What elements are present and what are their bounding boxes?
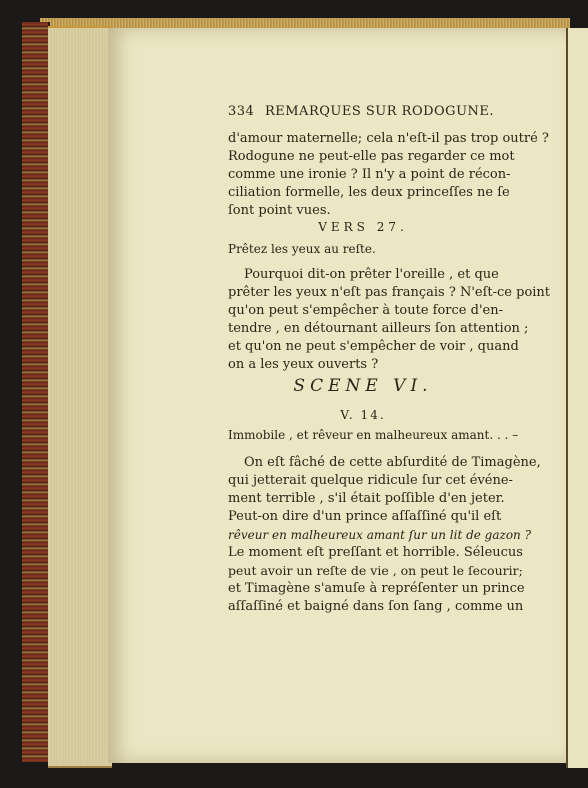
text-line: et Timagène s'amuſe à repréſenter un prince bbox=[228, 581, 525, 596]
text-line: Rodogune ne peut-elle pas regarder ce mot bbox=[228, 149, 515, 164]
facing-page-edge bbox=[566, 28, 588, 768]
text-line: On eſt fâché de cette abſurdité de Timagène, bbox=[244, 455, 541, 470]
text-line: peut avoir un reſte de vie , on peut le ſecourir; bbox=[228, 563, 523, 578]
quoted-verse: Prêtez les yeux au reſte. bbox=[228, 242, 376, 256]
running-header bbox=[228, 104, 495, 119]
running-title: REMARQUES SUR RODOGUNE. bbox=[264, 104, 495, 119]
quoted-verse-2: Immobile , et rêveur en malheureux amant. . . – bbox=[228, 428, 519, 442]
text-line: prêter les yeux n'eſt pas français ? N'eſt-ce point bbox=[228, 285, 551, 300]
scene-heading: SCENE VI. bbox=[293, 376, 433, 396]
paragraph-2 bbox=[228, 266, 551, 374]
text-line: rêveur en malheureux amant ſur un lit de gazon ? bbox=[228, 528, 532, 542]
text-line: Peut-on dire d'un prince aſſaſſiné qu'il eſt bbox=[228, 509, 502, 524]
text-line: ciliation formelle, les deux princeſſes ne ſe bbox=[228, 185, 510, 200]
text-line: qui jetterait quelque ridicule ſur cet événe- bbox=[228, 473, 513, 488]
text-line: ment terrible , s'il était poſſible d'en jeter. bbox=[228, 491, 505, 506]
text-line: Le moment eſt preſſant et horrible. Séleucus bbox=[228, 545, 523, 560]
paragraph-1 bbox=[228, 130, 549, 220]
text-line: Pourquoi dit-on prêter l'oreille , et que bbox=[244, 267, 499, 282]
page-stack bbox=[48, 26, 112, 768]
text-line: aſſaſſiné et baigné dans ſon ſang , comme un bbox=[228, 599, 524, 614]
book-top-edge bbox=[40, 18, 570, 28]
text-line: comme une ironie ? Il n'y a point de récon- bbox=[228, 167, 511, 182]
paragraph-3 bbox=[228, 454, 541, 616]
text-line: tendre , en détournant ailleurs ſon attention ; bbox=[228, 321, 529, 336]
verse-heading: VERS 27. bbox=[318, 220, 408, 234]
text-line: on a les yeux ouverts ? bbox=[228, 357, 379, 372]
text-line: et qu'on ne peut s'empêcher de voir , quand bbox=[228, 339, 519, 354]
text-line: qu'on peut s'empêcher à toute force d'en- bbox=[228, 303, 503, 318]
page-number: 334 bbox=[228, 104, 255, 119]
text-line: d'amour maternelle; cela n'eſt-il pas trop outré ? bbox=[228, 131, 549, 146]
text-line: ſont point vues. bbox=[228, 203, 331, 218]
verse-number: V. 14. bbox=[340, 408, 386, 422]
book-spine bbox=[22, 22, 50, 762]
